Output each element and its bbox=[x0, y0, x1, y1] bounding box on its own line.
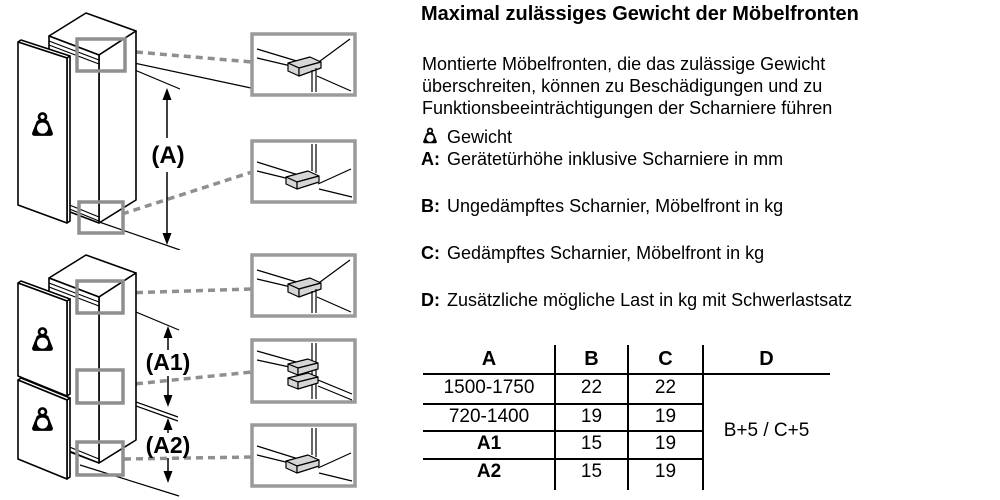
legend-text: Gerätetürhöhe inklusive Scharniere in mm bbox=[447, 149, 784, 169]
dashed-leader-bottom bbox=[122, 172, 252, 214]
table-row-cell: 19 bbox=[654, 405, 677, 427]
dimension-label-a: (A) bbox=[151, 142, 185, 169]
dimension-label-a1: (A1) bbox=[145, 349, 191, 375]
table-row-cell: 19 bbox=[580, 405, 603, 427]
table-header-d: D bbox=[759, 347, 774, 370]
legend-text: Gedämpftes Scharnier, Möbelfront in kg bbox=[447, 243, 765, 263]
dashed-leader-top bbox=[124, 51, 252, 62]
furniture-front-upper bbox=[18, 281, 70, 396]
legend-key: C: bbox=[421, 243, 440, 263]
dashed-leader-top bbox=[124, 289, 252, 293]
table-row-cell: 22 bbox=[654, 377, 677, 398]
dimension-a2 bbox=[146, 418, 191, 483]
legend-weight-label: Gewicht bbox=[447, 127, 513, 147]
dimension-a bbox=[151, 88, 184, 245]
table-row-cell: 15 bbox=[580, 461, 603, 482]
detail-view-top-hinge bbox=[252, 255, 355, 316]
table-row-cell: A1 bbox=[476, 433, 502, 454]
detail-view-bottom-hinge bbox=[252, 425, 355, 486]
weight-icon bbox=[421, 127, 447, 149]
legend-text: Zusätzliche mögliche Last in kg mit Schwerlastsatz bbox=[447, 290, 853, 310]
diagram-double-door bbox=[0, 250, 390, 500]
table-row-cell: 720-1400 bbox=[448, 405, 530, 427]
detail-view-bottom-hinge bbox=[252, 141, 355, 202]
detail-view-top-hinge bbox=[252, 34, 355, 95]
intro-line: Montierte Möbelfronten, die das zulässige Gewicht bbox=[422, 54, 826, 74]
dimension-label-a2: (A2) bbox=[145, 432, 191, 458]
table-row-cell: 19 bbox=[654, 461, 677, 482]
table-row-cell: 19 bbox=[654, 433, 677, 454]
table-header-a: A bbox=[481, 347, 497, 370]
diagram-single-door bbox=[0, 0, 390, 250]
furniture-front bbox=[18, 40, 70, 223]
legend-item-d bbox=[421, 290, 852, 311]
table-row-cell: A2 bbox=[476, 461, 502, 482]
legend-text: Ungedämpftes Scharnier, Möbelfront in kg bbox=[447, 196, 784, 216]
table-header-b: B bbox=[584, 347, 599, 370]
table-row-cell: 1500-1750 bbox=[443, 377, 535, 398]
legend-key: B: bbox=[421, 196, 440, 216]
table-d-merged-cell: B+5 / C+5 bbox=[723, 420, 810, 441]
dimension-a1 bbox=[146, 326, 191, 407]
legend-item-a bbox=[421, 149, 783, 170]
intro-line: überschreiten, können zu Beschädigungen und zu bbox=[422, 76, 823, 96]
page-title: Maximal zulässiges Gewicht der Möbelfronten bbox=[421, 3, 859, 25]
legend-key: D: bbox=[421, 290, 440, 310]
legend-weight bbox=[421, 127, 512, 149]
legend-key: A: bbox=[421, 149, 440, 169]
intro-paragraph bbox=[422, 53, 832, 119]
legend-item-c bbox=[421, 243, 764, 264]
spec-table bbox=[423, 345, 830, 495]
legend-item-b bbox=[421, 196, 783, 217]
detail-view-middle-hinge bbox=[252, 340, 355, 402]
table-header-c: C bbox=[658, 347, 673, 370]
intro-line: Funktionsbeeinträchtigungen der Scharniere führen bbox=[422, 98, 833, 118]
table-row-cell: 15 bbox=[580, 433, 603, 454]
table-row-cell: 22 bbox=[580, 377, 603, 398]
